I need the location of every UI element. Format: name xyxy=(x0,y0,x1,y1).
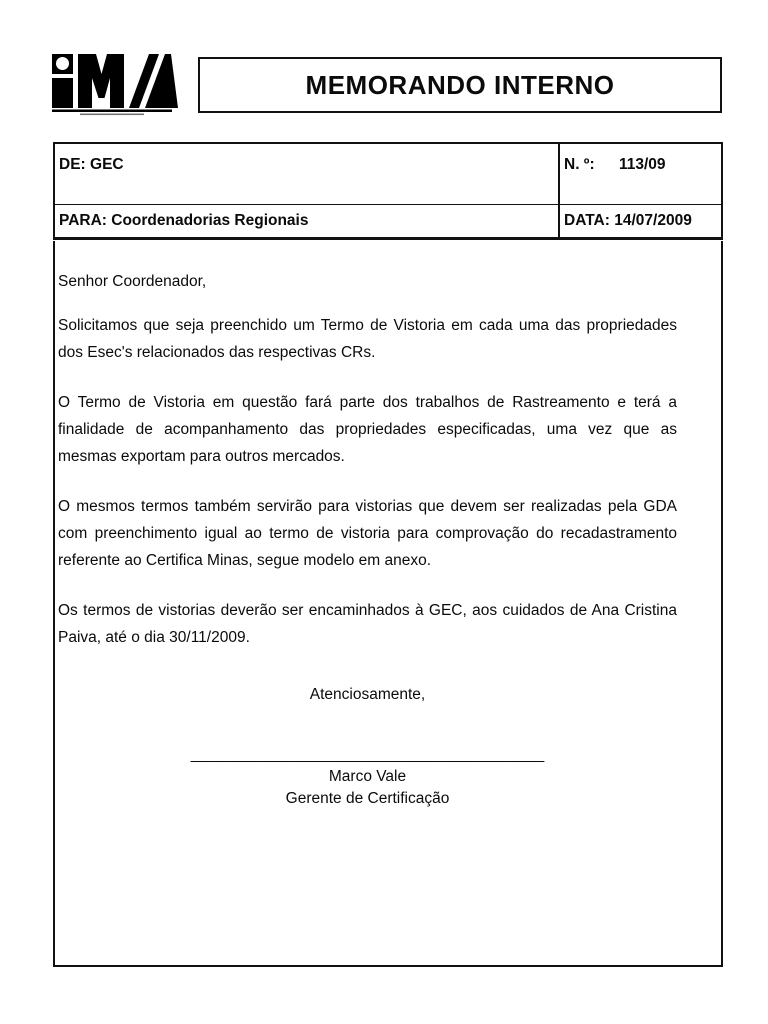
ima-logo-graphic xyxy=(52,54,178,116)
para-value: Coordenadorias Regionais xyxy=(111,212,309,229)
para-label: PARA: xyxy=(59,212,107,229)
de-field xyxy=(55,144,560,205)
memo-title-box xyxy=(198,57,722,113)
body-paragraphs xyxy=(58,312,677,651)
numero-value: 113/09 xyxy=(618,156,666,173)
body-paragraph: Solicitamos que seja preenchido um Termo de Vistoria em cada uma das propriedades dos Esec's relacionados das respectivas CRs. xyxy=(58,317,677,361)
data-field xyxy=(560,205,721,237)
data-value: 14/07/2009 xyxy=(614,212,692,229)
signature-block xyxy=(58,744,677,810)
salutation: Senhor Coordenador, xyxy=(58,273,207,290)
de-value: GEC xyxy=(90,156,124,173)
signature-line: _________________________________________ xyxy=(190,746,545,763)
body-paragraph: O Termo de Vistoria em questão fará parte dos trabalhos de Rastreamento e terá a finalidade de acompanhamento das propriedades especificadas, uma vez que as mesmas exportam para outros mercados. xyxy=(58,394,677,465)
data-label: DATA: xyxy=(564,212,610,229)
numero-label: N. º: xyxy=(564,156,595,173)
body-paragraph: O mesmos termos também servirão para vistorias que devem ser realizadas pela GDA com preenchimento igual ao termo de vistoria para comprovação do recadastramento referente ao Certifica Minas, segue modelo em anexo. xyxy=(58,498,677,569)
body-box xyxy=(53,241,723,967)
body-paragraph: Os termos de vistorias deverão ser encaminhados à GEC, aos cuidados de Ana Cristina Paiva, até o dia 30/11/2009. xyxy=(58,602,677,646)
page-title: MEMORANDO INTERNO xyxy=(305,69,615,100)
ima-logo xyxy=(52,54,178,116)
meta-table xyxy=(53,142,723,240)
signer-title: Gerente de Certificação xyxy=(285,790,450,807)
de-label: DE: xyxy=(59,156,86,173)
numero-field xyxy=(560,144,721,205)
closing: Atenciosamente, xyxy=(309,686,426,703)
para-field xyxy=(55,205,560,237)
signer-name: Marco Vale xyxy=(328,768,407,785)
